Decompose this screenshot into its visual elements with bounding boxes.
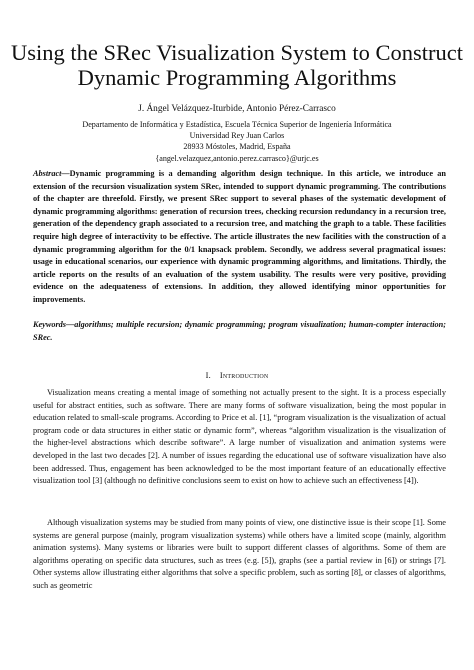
section-number: I. [205, 371, 211, 380]
section-heading [0, 370, 474, 381]
affiliation-department: Departamento de Informática y Estadística, Escuela Técnica Superior de Ingeniería Informática [82, 120, 392, 129]
abstract [33, 168, 446, 307]
keywords: Keywords—algorithms; multiple recursion; dynamic programming; program visualization; human-compter interaction; SRec. [33, 320, 446, 342]
title-line-1: Using the SRec Visualization System to Construct [11, 40, 463, 65]
affiliation-address: 28933 Móstoles, Madrid, España [183, 142, 291, 152]
intro-paragraph-2: Although visualization systems may be studied from many points of view, one distinctive issue is their scope [1]. Some systems are general purpose (mainly, program visualization systems) while others have a limited scope (mainly, algorithm animation systems). Many systems or libraries were built to support different classes of algorithms. Some of them are algorithms operating on specific data structures, such as trees (e.g. [5]), graphs (see a partial review in [6]) or strings [7]. Other systems allow illustrating either algorithms that solve a specific problem, such as sorting [8], or classes of algorithms, such as geometric [33, 518, 446, 590]
section-title: Introduction [219, 371, 269, 380]
affiliation-university: Universidad Rey Juan Carlos [189, 131, 285, 141]
affiliation-emails: {angel.velazquez,antonio.perez.carrasco}@urjc.es [155, 153, 319, 163]
abstract-text: Dynamic programming is a demanding algorithm design technique. In this article, we introduce an extension of the recursion visualization system SRec, intended to support dynamic programming. The contributions of the chapter are threefold. Firstly, we present SRec support to several phases of the systematic development of dynamic programming algorithms: generation of recursion trees, checking recursion redundancy in a recursion tree, generation of the dependency graph associated to a recursion tree, and matching the graph to a table. These facilities require high degree of interactivity to be effective. The article illustrates the new facilities with the construction of a dynamic programming algorithm for the 0/1 knapsack problem. Secondly, we address several pragmatical issues: usage in educational scenarios, our experience with dynamic programming algorithms, and limitations. Thirdly, the article reports on the results of an evaluation of the system usability. The results were very positive, providing evidence on the adequateness of extensions. In addition, they allowed identifying minor opportunities for improvements. [33, 169, 446, 304]
intro-paragraph-1: Visualization means creating a mental image of something not actually present to the sight. It is a process especially useful for abstract entities, such as software. There are many forms of software visualization, being the most popular in education related to small-scale programs. According to Price et al. [1], “program visualization is the visualization of actual program code or data structures in either static or dynamic form”, whereas “algorithm visualization is the visualization of the higher-level abstractions which describe software”. A large number of visualization and animation systems were developed in the last two decades [2]. A number of issues regarding the educational use of software visualization have also been addressed. Thus, engagement has been acknowledged to be the most important feature of an educationally effective visualization tool [3] (although no definitive conclusions seem to exist on how to achieve such an effectiveness [4]). [33, 388, 446, 486]
author-list: J. Ángel Velázquez-Iturbide, Antonio Pérez-Carrasco [138, 104, 336, 114]
paper-title [0, 40, 474, 90]
abstract-lead: Abstract— [33, 169, 70, 178]
title-line-2: Dynamic Programming Algorithms [77, 65, 397, 90]
affiliation [0, 119, 474, 164]
